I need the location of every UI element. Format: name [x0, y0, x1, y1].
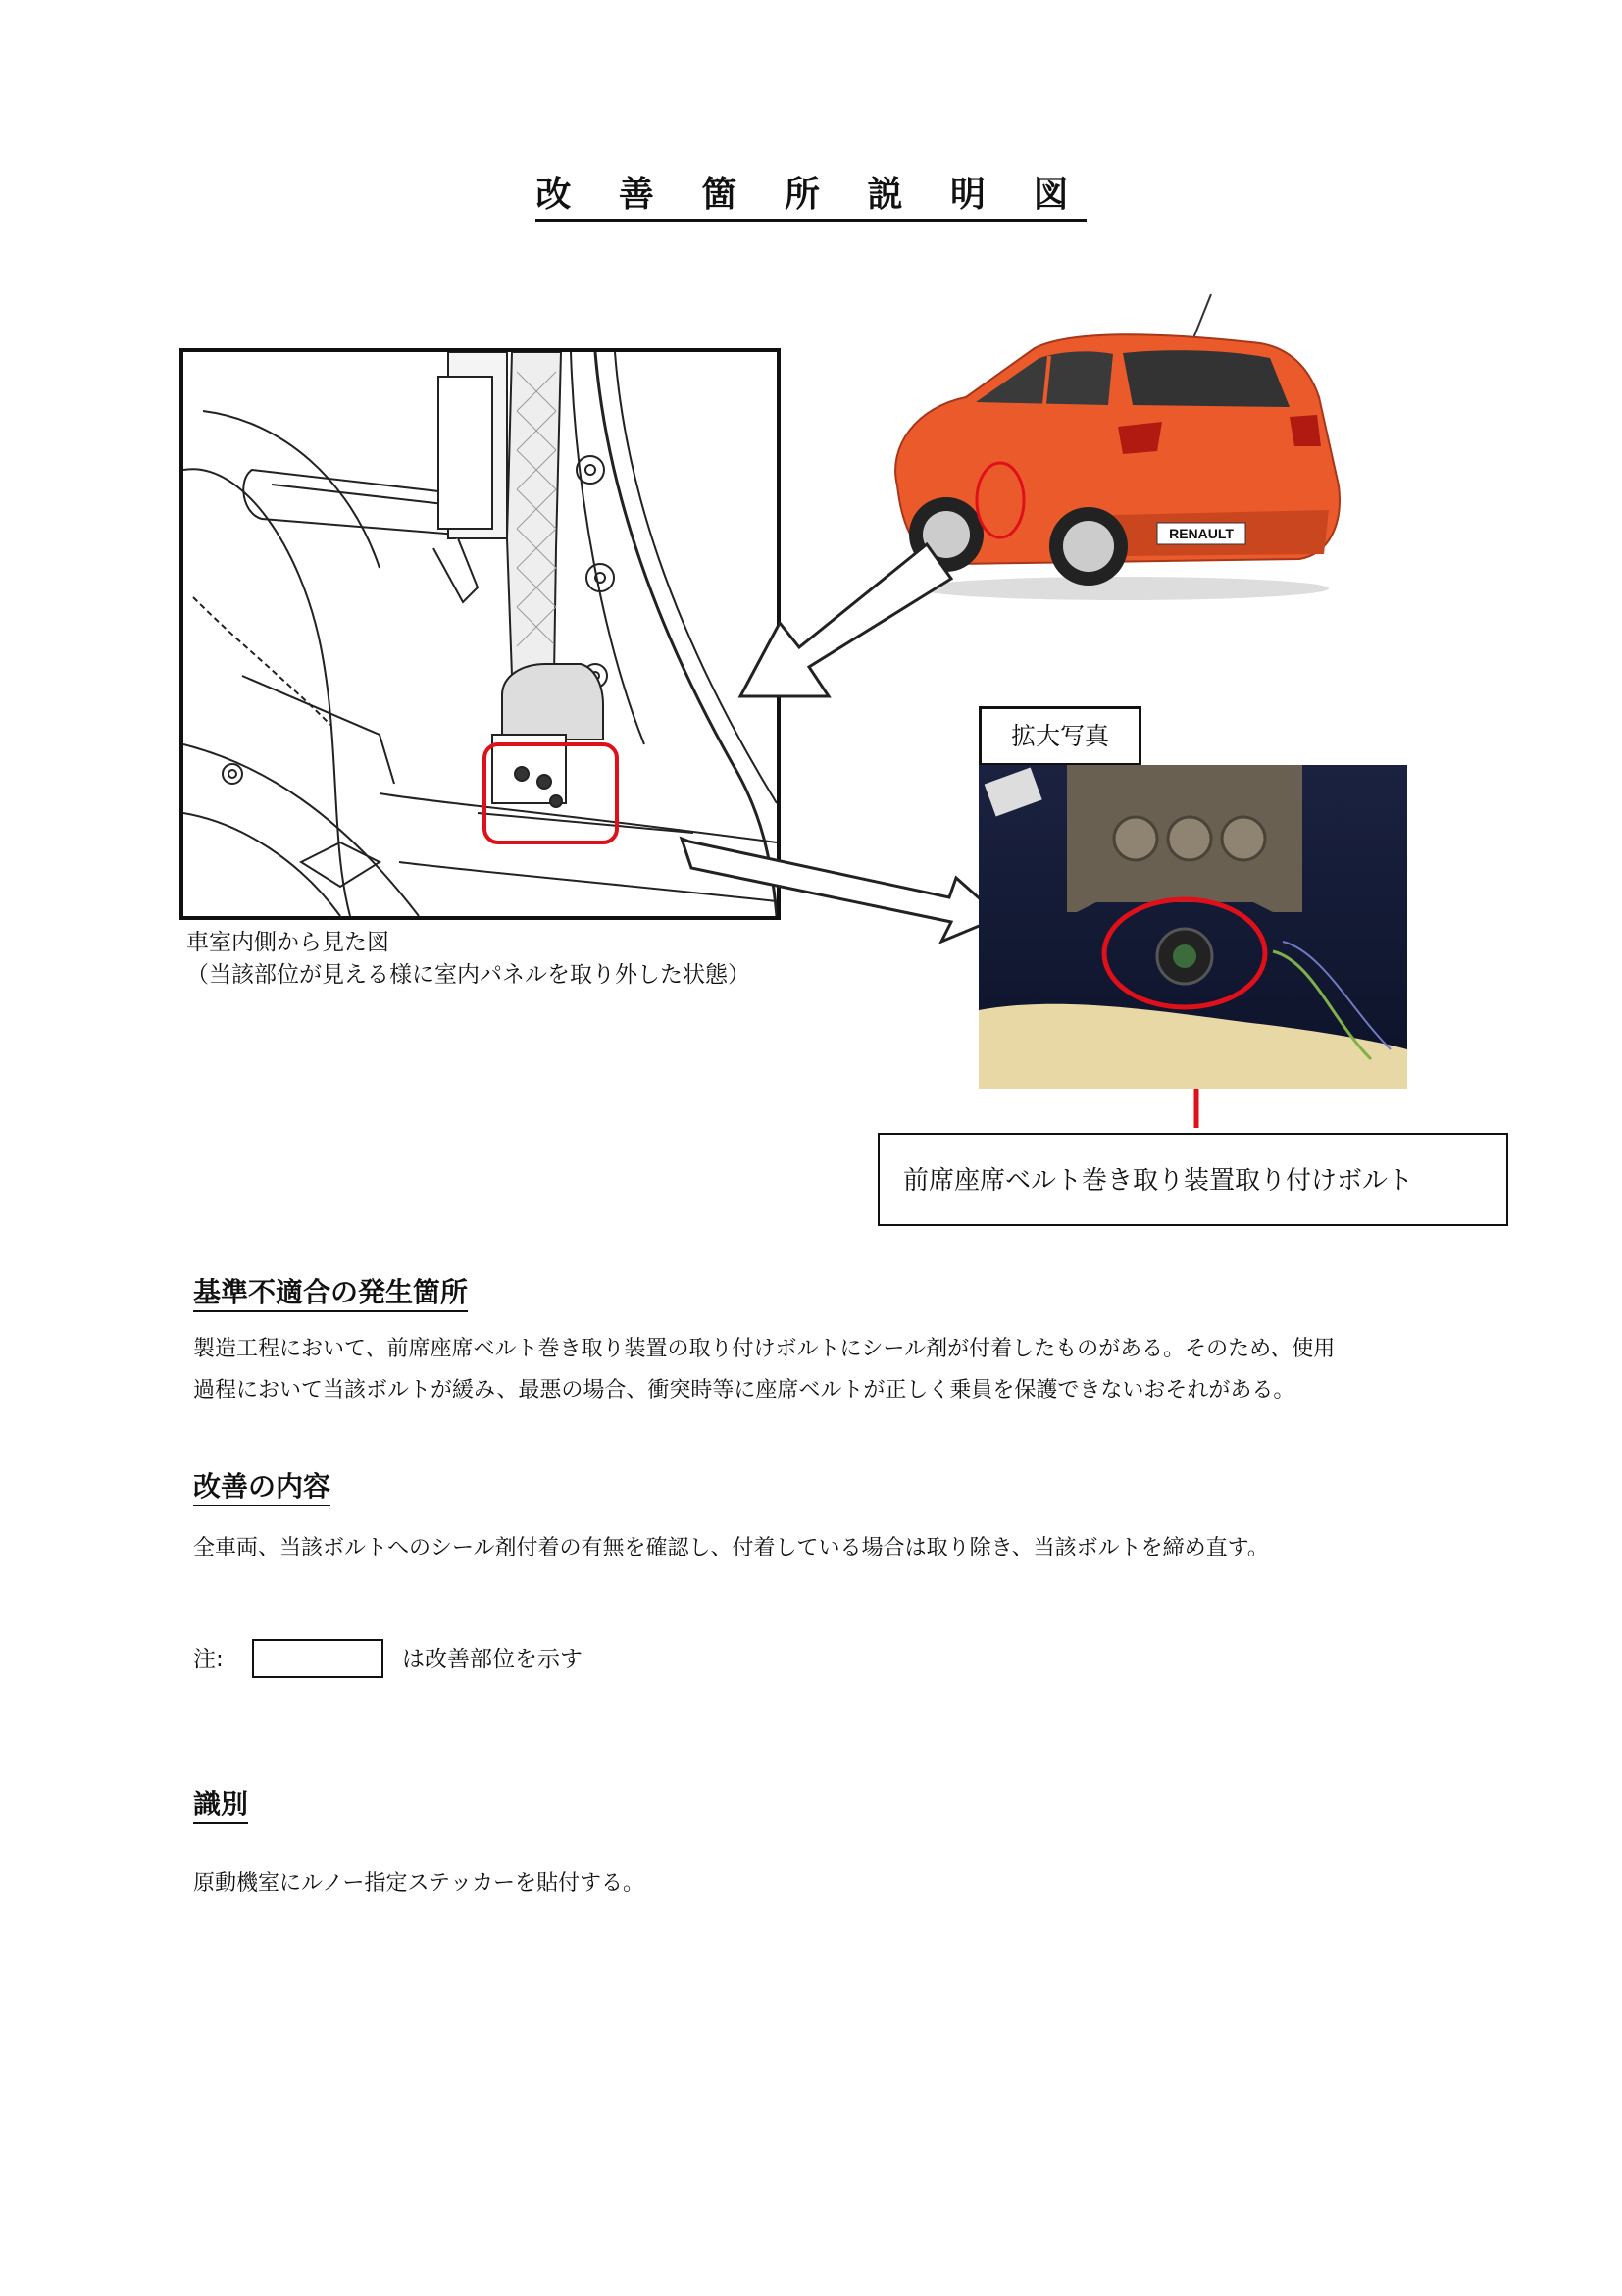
zoom-label-text: 拡大写真 [1010, 722, 1109, 750]
bolt-callout-text: 前席座席ベルト巻き取り装置取り付けボルト [903, 1166, 1414, 1196]
arrow-diagram-to-photo [682, 839, 1000, 942]
zoom-photo-illustration [979, 765, 1407, 1089]
zoom-photo [979, 765, 1407, 1089]
note-text-content: は改善部位を示す [402, 1647, 583, 1672]
page-title-text: 改 善 箇 所 説 明 図 [535, 175, 1086, 222]
defect-line-1: 製造工程において、前席座席ベルト巻き取り装置の取り付けボルトにシール剤が付着したものがある。そのため、使用 [193, 1337, 1336, 1361]
remedy-heading [193, 1469, 330, 1506]
note-prefix [193, 1640, 224, 1679]
note-text [402, 1640, 583, 1679]
arrow-car-to-diagram [740, 544, 951, 696]
identification-heading [193, 1787, 248, 1824]
remedy-description [193, 1528, 1468, 1569]
bolt-callout-box [878, 1133, 1508, 1226]
remedy-heading-text: 改善の内容 [193, 1470, 331, 1503]
identification-description [193, 1863, 1468, 1905]
license-plate-text: RENAULT [1169, 526, 1234, 541]
defect-line-2: 過程において当該ボルトが緩み、最悪の場合、衝突時等に座席ベルトが正しく乗員を保護できないおそれがある。 [193, 1378, 1295, 1403]
defect-description [193, 1329, 1468, 1411]
remedy-text: 全車両、当該ボルトへのシール剤付着の有無を確認し、付着している場合は取り除き、当該ボルトを締め直す。 [193, 1536, 1269, 1560]
note-legend-box [252, 1639, 383, 1678]
zoom-photo-label [979, 706, 1141, 766]
caption-line-1: 車室内側から見た図 [186, 930, 389, 955]
caption-line-2: （当該部位が見える様に室内パネルを取り外した状態） [186, 962, 750, 988]
note-prefix-text: 注: [193, 1647, 224, 1672]
defect-heading [193, 1275, 468, 1312]
defect-heading-text: 基準不適合の発生箇所 [193, 1276, 469, 1308]
identification-heading-text: 識別 [193, 1788, 249, 1820]
identification-text: 原動機室にルノー指定ステッカーを貼付する。 [193, 1871, 645, 1896]
